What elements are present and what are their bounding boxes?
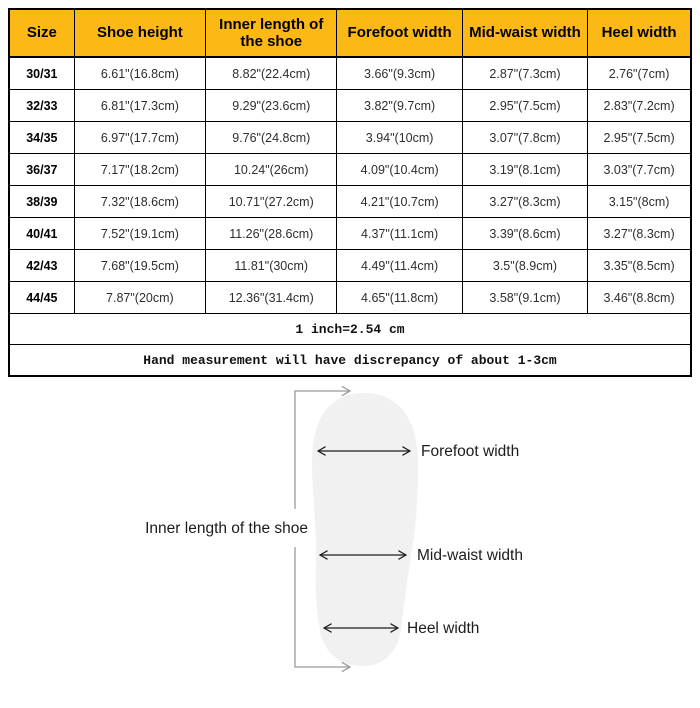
- cell-heel-width: 3.03"(7.7cm): [588, 154, 691, 186]
- cell-heel-width: 2.83"(7.2cm): [588, 90, 691, 122]
- cell-heel-width: 3.27"(8.3cm): [588, 218, 691, 250]
- cell-midwaist-width: 3.19"(8.1cm): [462, 154, 587, 186]
- cell-forefoot-width: 4.65"(11.8cm): [337, 282, 462, 314]
- cell-shoe-height: 7.17"(18.2cm): [74, 154, 205, 186]
- cell-shoe-height: 7.52"(19.1cm): [74, 218, 205, 250]
- cell-midwaist-width: 3.27"(8.3cm): [462, 186, 587, 218]
- note-row-disclaimer: [9, 345, 691, 377]
- shoe-sole-shape: [312, 393, 418, 666]
- col-header-midwaist-width: Mid-waist width: [462, 9, 587, 57]
- col-header-inner-length: Inner length of the shoe: [206, 9, 337, 57]
- table-row: [9, 250, 691, 282]
- cell-shoe-height: 6.61"(16.8cm): [74, 57, 205, 90]
- cell-midwaist-width: 2.87"(7.3cm): [462, 57, 587, 90]
- table-row: [9, 218, 691, 250]
- cell-inner-length: 10.71"(27.2cm): [206, 186, 337, 218]
- cell-inner-length: 12.36"(31.4cm): [206, 282, 337, 314]
- midwaist-width-label: Mid-waist width: [417, 547, 523, 564]
- cell-inner-length: 11.81"(30cm): [206, 250, 337, 282]
- cell-midwaist-width: 3.5"(8.9cm): [462, 250, 587, 282]
- cell-midwaist-width: 3.07"(7.8cm): [462, 122, 587, 154]
- cell-inner-length: 11.26"(28.6cm): [206, 218, 337, 250]
- table-row: [9, 282, 691, 314]
- table-row: [9, 90, 691, 122]
- cell-forefoot-width: 3.82"(9.7cm): [337, 90, 462, 122]
- cell-forefoot-width: 4.09"(10.4cm): [337, 154, 462, 186]
- cell-heel-width: 2.76"(7cm): [588, 57, 691, 90]
- cell-shoe-height: 7.87"(20cm): [74, 282, 205, 314]
- cell-size: 42/43: [9, 250, 74, 282]
- cell-size: 36/37: [9, 154, 74, 186]
- cell-heel-width: 3.46"(8.8cm): [588, 282, 691, 314]
- shoe-size-table: [8, 8, 692, 377]
- header-row: [9, 9, 691, 57]
- cell-midwaist-width: 3.39"(8.6cm): [462, 218, 587, 250]
- cell-shoe-height: 6.97"(17.7cm): [74, 122, 205, 154]
- col-header-heel-width: Heel width: [588, 9, 691, 57]
- cell-size: 34/35: [9, 122, 74, 154]
- cell-inner-length: 9.76"(24.8cm): [206, 122, 337, 154]
- shoe-measurement-diagram: [0, 379, 700, 691]
- cell-forefoot-width: 4.49"(11.4cm): [337, 250, 462, 282]
- cell-forefoot-width: 4.37"(11.1cm): [337, 218, 462, 250]
- cell-heel-width: 3.35"(8.5cm): [588, 250, 691, 282]
- cell-shoe-height: 7.68"(19.5cm): [74, 250, 205, 282]
- forefoot-width-label: Forefoot width: [421, 443, 520, 460]
- cell-shoe-height: 7.32"(18.6cm): [74, 186, 205, 218]
- col-header-shoe-height: Shoe height: [74, 9, 205, 57]
- cell-heel-width: 2.95"(7.5cm): [588, 122, 691, 154]
- inner-length-label: Inner length of the shoe: [145, 520, 308, 537]
- cell-forefoot-width: 3.94"(10cm): [337, 122, 462, 154]
- col-header-forefoot-width: Forefoot width: [337, 9, 462, 57]
- measurement-disclaimer-note: Hand measurement will have discrepancy of about 1-3cm: [9, 345, 691, 377]
- heel-width-label: Heel width: [407, 620, 480, 637]
- cell-size: 32/33: [9, 90, 74, 122]
- cell-midwaist-width: 3.58"(9.1cm): [462, 282, 587, 314]
- cell-size: 44/45: [9, 282, 74, 314]
- col-header-size: Size: [9, 9, 74, 57]
- table-row: [9, 186, 691, 218]
- cell-size: 30/31: [9, 57, 74, 90]
- table-row: [9, 122, 691, 154]
- cell-midwaist-width: 2.95"(7.5cm): [462, 90, 587, 122]
- cell-shoe-height: 6.81"(17.3cm): [74, 90, 205, 122]
- cell-inner-length: 10.24"(26cm): [206, 154, 337, 186]
- cell-inner-length: 9.29"(23.6cm): [206, 90, 337, 122]
- table-row: [9, 154, 691, 186]
- inch-conversion-note: 1 inch=2.54 cm: [9, 314, 691, 345]
- cell-heel-width: 3.15"(8cm): [588, 186, 691, 218]
- table-row: [9, 57, 691, 90]
- cell-forefoot-width: 3.66"(9.3cm): [337, 57, 462, 90]
- cell-forefoot-width: 4.21"(10.7cm): [337, 186, 462, 218]
- cell-size: 38/39: [9, 186, 74, 218]
- cell-size: 40/41: [9, 218, 74, 250]
- note-row-conversion: [9, 314, 691, 345]
- cell-inner-length: 8.82"(22.4cm): [206, 57, 337, 90]
